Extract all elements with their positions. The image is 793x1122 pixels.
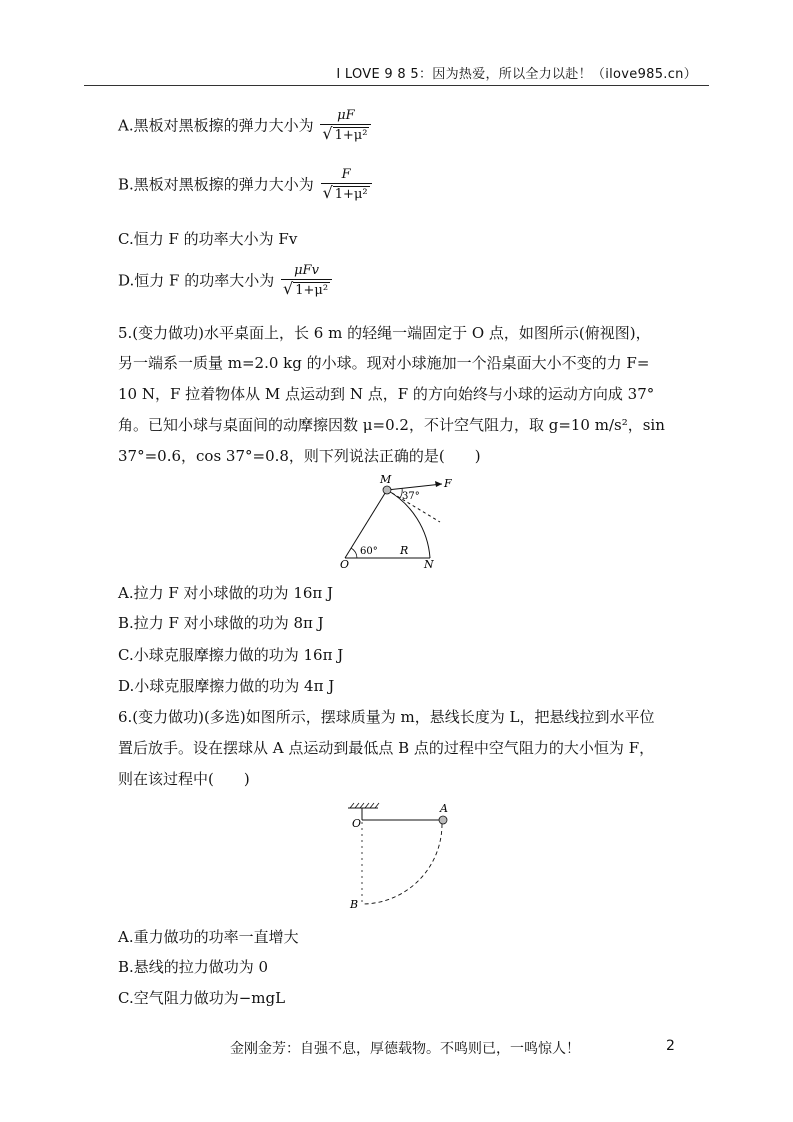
q6-line-1: 6.(变力做功)(多选)如图所示，摆球质量为 m，悬线长度为 L，把悬线拉到水平位 [118,708,655,726]
q4-option-b [118,167,372,204]
q5-line-1: 5.(变力做功)水平桌面上，长 6 m 的轻绳一端固定于 O 点，如图所示(俯视图)， [118,324,651,342]
q4-option-b-fraction: $\frac{F}{\text{√ 1+μ²}}$ [321,167,372,204]
q4-option-a-numerator: μF [337,108,355,123]
page-header: I LOVE 9 8 5：因为热爱，所以全力以赴！（ilove985.cn） [336,67,697,82]
q5-option-c: C.小球克服摩擦力做的功为 16π J [118,646,344,664]
header-divider [84,85,709,86]
q5-line-4: 角。已知小球与桌面间的动摩擦因数 μ=0.2，不计空气阻力，取 g=10 m/s²，sin [118,416,665,434]
q5-option-b: B.拉力 F 对小球做的功为 8π J [118,614,324,632]
q5-figure [330,472,470,572]
page-number: 2 [666,1038,675,1054]
q6-label-b: B [350,898,359,911]
q6-line-2: 置后放手。设在摆球从 A 点运动到最低点 B 点的过程中空气阻力的大小恒为 F， [118,739,655,757]
q5-option-a: A.拉力 F 对小球做的功为 16π J [118,584,334,602]
q5-ball [383,486,391,494]
q5-label-37: 37° [402,491,420,502]
q4-option-a [118,108,371,145]
q5-label-r: R [400,544,409,557]
q5-force-arrow [387,484,442,490]
q4-option-a-prefix: A.黑板对黑板擦的弹力大小为 [118,116,314,135]
q5-line-5: 37°=0.6，cos 37°=0.8，则下列说法正确的是( ) [118,447,481,465]
q4-option-b-prefix: B.黑板对黑板擦的弹力大小为 [118,175,314,194]
q4-option-d-prefix: D.恒力 F 的功率大小为 [118,271,275,290]
q4-option-a-denominator: 1+μ² [334,128,368,143]
q4-option-b-numerator: F [341,167,351,182]
q4-option-a-fraction: $\frac{\mu F}{\text{√ 1+μ²}}$ [320,108,371,145]
q6-option-a: A.重力做功的功率一直增大 [118,928,299,946]
q5-force-arrowhead [435,481,442,487]
q6-option-c: C.空气阻力做功为−mgL [118,989,286,1007]
q5-label-f: F [444,477,452,490]
page-footer: 金刚金芳：自强不息，厚德载物。不鸣则已，一鸣惊人！ [230,1041,580,1057]
q4-option-d [118,263,332,300]
q5-line-3: 10 N，F 拉着物体从 M 点运动到 N 点，F 的方向始终与小球的运动方向成 37° [118,385,655,403]
q4-option-d-numerator: μFv [294,263,319,278]
q4-option-d-denominator: 1+μ² [295,283,329,298]
q5-label-60: 60° [360,546,378,557]
q5-label-n: N [424,558,434,571]
q5-label-m: M [380,473,392,486]
q6-option-b: B.悬线的拉力做功为 0 [118,958,269,976]
q6-ball [439,816,447,824]
q5-line-2: 另一端系一质量 m=2.0 kg 的小球。现对小球施加一个沿桌面大小不变的力 F= [118,354,650,372]
q6-ceiling-hatch [350,803,379,808]
q6-arc-path [364,824,442,904]
q6-figure [342,800,462,912]
q6-label-o: O [352,817,362,830]
q6-line-3: 则在该过程中( ) [118,770,250,788]
q6-label-a: A [440,802,448,815]
q4-option-c: C.恒力 F 的功率大小为 Fv [118,230,298,248]
q4-option-b-denominator: 1+μ² [334,187,368,202]
q4-option-d-fraction: $\frac{\text{μFv}}{\text{√ 1+μ²}}$ [281,263,332,300]
q5-label-o: O [340,558,350,571]
q5-option-d: D.小球克服摩擦力做的功为 4π J [118,677,335,695]
q5-angle60-arc [351,548,357,558]
